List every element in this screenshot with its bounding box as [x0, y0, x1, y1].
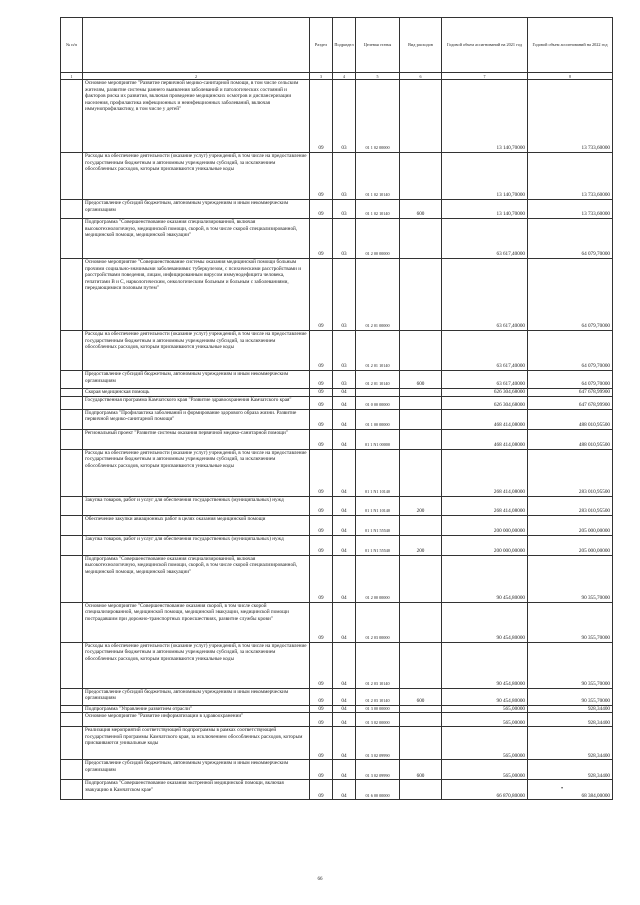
cell-y2021: 565,00000: [442, 705, 528, 713]
table-row: [61, 760, 613, 780]
cell-podrazdel: 03: [333, 331, 356, 371]
cell-razdel: 09: [310, 535, 333, 555]
cell-razdel: 09: [310, 396, 333, 409]
cell-csr: 01 2 00 00000: [356, 555, 400, 602]
cell-y2022: 68 384,00000: [528, 780, 613, 800]
cell-vr: 600: [400, 760, 442, 780]
cell-csr: 01 2 00 00000: [356, 219, 400, 259]
cell-csr: [356, 389, 400, 397]
cell-y2022: 928,34400: [528, 713, 613, 727]
row-number-cell: [61, 259, 83, 331]
cell-razdel: 09: [310, 496, 333, 515]
cell-razdel: 09: [310, 200, 333, 219]
cell-podrazdel: 04: [333, 555, 356, 602]
table-row: [61, 396, 613, 409]
table-row: [61, 200, 613, 219]
cell-podrazdel: 03: [333, 259, 356, 331]
cell-podrazdel: 04: [333, 602, 356, 642]
cell-name: Обеспечение закупки авиационных работ в целях оказания медицинской помощи: [83, 515, 310, 535]
column-number: 6: [400, 73, 442, 80]
cell-y2021: 565,00000: [442, 760, 528, 780]
cell-podrazdel: 04: [333, 515, 356, 535]
cell-name: Закупка товаров, работ и услуг для обеспечения государственных (муниципальных) нужд: [83, 535, 310, 555]
cell-y2021: 90 454,80000: [442, 688, 528, 705]
table-row: [61, 535, 613, 555]
column-number: 8: [528, 73, 613, 80]
cell-razdel: 09: [310, 449, 333, 496]
cell-y2021: 90 454,80000: [442, 602, 528, 642]
header-2022: Годовой объем ассигнований на 2022 год: [528, 18, 613, 73]
cell-y2021: 468 414,08000: [442, 409, 528, 429]
cell-csr: 01 2 01 10140: [356, 331, 400, 371]
cell-y2022: 64 079,70000: [528, 219, 613, 259]
row-number-cell: [61, 389, 83, 397]
cell-razdel: 09: [310, 429, 333, 449]
cell-podrazdel: 04: [333, 713, 356, 727]
header-2021: Годовой объем ассигнований на 2021 год: [442, 18, 528, 73]
cell-name: Подпрограмма "Совершенствование оказания специализированной, включая высокотехнологичную, медицинской помощи, скорой, в том числе скорой специализированной, медицинской помощи, медицинской эвакуации": [83, 555, 310, 602]
cell-y2021: 565,00000: [442, 713, 528, 727]
cell-razdel: 09: [310, 727, 333, 760]
table-row: [61, 389, 613, 397]
cell-name: Основное мероприятие "Совершенствование оказания скорой, в том числе скорой специализированной, медицинской помощи, медицинской эвакуации, медицинской помощи пострадавшим при дорожно-транспортных происшествиях, развитие службы крови": [83, 602, 310, 642]
cell-csr: 01 1 N1 10140: [356, 449, 400, 496]
table-row: [61, 259, 613, 331]
header-razdel: Раздел: [310, 18, 333, 73]
table-row: [61, 449, 613, 496]
row-number-cell: [61, 555, 83, 602]
cell-y2022: 13 733,60000: [528, 200, 613, 219]
cell-y2021: 13 140,70000: [442, 200, 528, 219]
cell-vr: [400, 642, 442, 688]
cell-y2021: 66 870,80000: [442, 780, 528, 800]
table-row: [61, 219, 613, 259]
cell-name: Подпрограмма "Совершенствование оказания специализированной, включая высокотехнологичную, медицинской помощи, скорой, в том числе скорой специализированной, медицинской помощи, медицинской эвакуации": [83, 219, 310, 259]
cell-csr: 01 1 N1 10140: [356, 496, 400, 515]
table-row: [61, 705, 613, 713]
cell-name: Государственная программа Камчатского края "Развитие здравоохранения Камчатского края": [83, 396, 310, 409]
cell-vr: [400, 727, 442, 760]
cell-podrazdel: 04: [333, 727, 356, 760]
cell-name: Скорая медицинская помощь: [83, 389, 310, 397]
cell-podrazdel: 04: [333, 688, 356, 705]
cell-razdel: 09: [310, 153, 333, 200]
cell-vr: [400, 449, 442, 496]
cell-name: Подпрограмма "Совершенствование оказания экстренной медицинской помощи, включая эвакуацию в Камчатском крае": [83, 780, 310, 800]
cell-vr: [400, 713, 442, 727]
cell-razdel: 09: [310, 515, 333, 535]
cell-vr: [400, 219, 442, 259]
cell-y2022: 64 079,70000: [528, 371, 613, 389]
cell-y2021: 565,00000: [442, 727, 528, 760]
row-number-cell: [61, 331, 83, 371]
cell-y2022: 64 079,70000: [528, 259, 613, 331]
cell-vr: [400, 80, 442, 153]
cell-razdel: 09: [310, 555, 333, 602]
cell-podrazdel: 04: [333, 429, 356, 449]
cell-vr: 600: [400, 688, 442, 705]
column-number: 5: [356, 73, 400, 80]
cell-y2022: 90 355,70000: [528, 688, 613, 705]
cell-vr: [400, 515, 442, 535]
cell-csr: 01 3 00 00000: [356, 705, 400, 713]
cell-csr: 01 3 02 09990: [356, 727, 400, 760]
cell-podrazdel: 04: [333, 396, 356, 409]
cell-y2022: 283 010,95500: [528, 449, 613, 496]
cell-podrazdel: 04: [333, 409, 356, 429]
cell-y2021: 13 140,70000: [442, 80, 528, 153]
cell-y2021: 268 414,08000: [442, 449, 528, 496]
row-number-cell: [61, 496, 83, 515]
budget-table: [60, 17, 613, 800]
cell-name: Расходы на обеспечение деятельности (оказание услуг) учреждений, в том числе на предоставление государственным бюджетным и автономным учреждениям субсидий, за исключением обособленных расходов, которым присваиваются уникальные коды: [83, 331, 310, 371]
table-row: [61, 555, 613, 602]
table-row: [61, 80, 613, 153]
cell-y2021: 90 454,80000: [442, 555, 528, 602]
cell-razdel: 09: [310, 760, 333, 780]
cell-vr: [400, 153, 442, 200]
row-number-cell: [61, 153, 83, 200]
cell-y2022: 13 733,60000: [528, 153, 613, 200]
cell-y2022: 205 000,00000: [528, 515, 613, 535]
row-number-cell: [61, 371, 83, 389]
cell-name: Расходы на обеспечение деятельности (оказание услуг) учреждений, в том числе на предоставление государственным бюджетным и автономным учреждениям субсидий, за исключением обособленных расходов, которым присваиваются уникальные коды: [83, 642, 310, 688]
row-number-cell: [61, 219, 83, 259]
cell-y2021: 200 000,00000: [442, 515, 528, 535]
cell-vr: 600: [400, 371, 442, 389]
cell-razdel: 09: [310, 688, 333, 705]
cell-csr: 01 2 03 10140: [356, 688, 400, 705]
row-number-cell: [61, 727, 83, 760]
row-number-cell: [61, 688, 83, 705]
row-number-cell: [61, 642, 83, 688]
cell-vr: [400, 389, 442, 397]
table-row: [61, 780, 613, 800]
cell-podrazdel: 03: [333, 153, 356, 200]
row-number-cell: [61, 535, 83, 555]
cell-y2022: 283 010,95500: [528, 496, 613, 515]
table-row: [61, 371, 613, 389]
cell-csr: 01 1 02 10140: [356, 200, 400, 219]
cell-podrazdel: 04: [333, 449, 356, 496]
cell-razdel: 09: [310, 705, 333, 713]
header-podrazdel: Подраздел: [333, 18, 356, 73]
cell-name: Предоставление субсидий бюджетным, автономным учреждениям и иным некоммерческим организациям: [83, 371, 310, 389]
header-no: № п/п: [61, 18, 83, 73]
cell-name: Предоставление субсидий бюджетным, автономным учреждениям и иным некоммерческим организациям: [83, 688, 310, 705]
cell-podrazdel: 03: [333, 371, 356, 389]
column-number: 4: [333, 73, 356, 80]
row-number-cell: [61, 515, 83, 535]
row-number-cell: [61, 449, 83, 496]
cell-y2022: 90 355,70000: [528, 555, 613, 602]
table-row: [61, 515, 613, 535]
cell-y2021: 63 617,40000: [442, 259, 528, 331]
cell-podrazdel: 04: [333, 705, 356, 713]
cell-name: Предоставление субсидий бюджетным, автономным учреждениям и иным некоммерческим организациям: [83, 760, 310, 780]
cell-name: Расходы на обеспечение деятельности (оказание услуг) учреждений, в том числе на предоставление государственным бюджетным и автономным учреждениям субсидий, за исключением обособленных расходов, которым присваиваются уникальные коды: [83, 449, 310, 496]
cell-csr: 01 2 03 10140: [356, 642, 400, 688]
cell-csr: 01 3 02 00000: [356, 713, 400, 727]
cell-podrazdel: 04: [333, 535, 356, 555]
cell-csr: 01 2 01 00000: [356, 259, 400, 331]
cell-y2021: 90 454,80000: [442, 642, 528, 688]
cell-name: Подпрограмма "Профилактика заболеваний и формирование здорового образа жизни. Развитие первичной медико-санитарной помощи": [83, 409, 310, 429]
header-name: [83, 18, 310, 73]
cell-razdel: 09: [310, 371, 333, 389]
cell-y2022: 928,34400: [528, 727, 613, 760]
cell-csr: 01 1 N1 00000: [356, 429, 400, 449]
row-number-cell: [61, 780, 83, 800]
row-number-cell: [61, 760, 83, 780]
table-row: [61, 153, 613, 200]
cell-vr: 200: [400, 496, 442, 515]
cell-razdel: 09: [310, 331, 333, 371]
table-row: [61, 496, 613, 515]
cell-vr: [400, 555, 442, 602]
cell-razdel: 09: [310, 219, 333, 259]
cell-razdel: 09: [310, 642, 333, 688]
cell-name: Основное мероприятие "Развитие информатизации в здравоохранении": [83, 713, 310, 727]
cell-csr: 01 0 00 00000: [356, 396, 400, 409]
row-number-cell: [61, 602, 83, 642]
stray-mark: •: [561, 786, 564, 792]
cell-name: Основное мероприятие "Развитие первичной медико-санитарной помощи, в том числе сельским жителям, развитие системы раннего выявления заболеваний и патологических состояний и факторов риска их развития, включая проведение медицинских осмотров и диспансеризации населения, профилактика инфекционных и неинфекционных заболеваний, включая иммунопрофилактику, в том числе у детей": [83, 80, 310, 153]
cell-razdel: 09: [310, 602, 333, 642]
row-number-cell: [61, 713, 83, 727]
table-row: [61, 713, 613, 727]
cell-y2021: 626 304,68000: [442, 389, 528, 397]
column-number: 3: [310, 73, 333, 80]
cell-csr: 01 2 03 00000: [356, 602, 400, 642]
cell-name: Подпрограмма "Управление развитием отрасли": [83, 705, 310, 713]
cell-csr: 01 1 00 00000: [356, 409, 400, 429]
cell-podrazdel: 03: [333, 219, 356, 259]
cell-razdel: 09: [310, 713, 333, 727]
table-row: [61, 727, 613, 760]
table-row: [61, 602, 613, 642]
cell-podrazdel: 03: [333, 200, 356, 219]
cell-podrazdel: 04: [333, 389, 356, 397]
column-number: 2: [83, 73, 310, 80]
cell-vr: [400, 780, 442, 800]
cell-vr: [400, 396, 442, 409]
cell-y2022: 928,34400: [528, 760, 613, 780]
cell-y2022: 90 355,70000: [528, 642, 613, 688]
cell-csr: 01 6 00 00000: [356, 780, 400, 800]
cell-y2021: 63 617,40000: [442, 219, 528, 259]
cell-y2021: 63 617,40000: [442, 371, 528, 389]
cell-csr: 01 1 N1 55540: [356, 515, 400, 535]
cell-y2022: 488 010,95500: [528, 409, 613, 429]
cell-csr: 01 2 01 10140: [356, 371, 400, 389]
table-row: [61, 688, 613, 705]
page-number: 66: [317, 877, 323, 882]
cell-vr: [400, 331, 442, 371]
row-number-cell: [61, 396, 83, 409]
row-number-cell: [61, 200, 83, 219]
cell-vr: [400, 602, 442, 642]
cell-name: Основное мероприятие "Совершенствование системы оказания медицинской помощи больным прочими социально-значимыми заболеваниями: туберкулезом, с психическими расстройствами и расстройствами поведения, лицам, инфицированным вирусом иммунодефицита человека, гепатитами В и С, наркологическим, онкологическим больным и больным с заболеваниями, передающимися половым путем": [83, 259, 310, 331]
cell-podrazdel: 03: [333, 80, 356, 153]
cell-vr: [400, 429, 442, 449]
cell-y2022: 90 355,70000: [528, 602, 613, 642]
cell-y2021: 200 000,00000: [442, 535, 528, 555]
cell-y2022: 64 079,70000: [528, 331, 613, 371]
cell-vr: [400, 259, 442, 331]
cell-razdel: 09: [310, 259, 333, 331]
cell-razdel: 09: [310, 80, 333, 153]
row-number-cell: [61, 80, 83, 153]
cell-vr: [400, 705, 442, 713]
cell-y2021: 13 140,70000: [442, 153, 528, 200]
cell-name: Региональный проект "Развитие системы оказания первичной медико-санитарной помощи": [83, 429, 310, 449]
cell-csr: 01 3 02 09990: [356, 760, 400, 780]
cell-vr: [400, 409, 442, 429]
cell-y2021: 468 414,08000: [442, 429, 528, 449]
cell-csr: 01 1 02 10140: [356, 153, 400, 200]
column-number: 1: [61, 73, 83, 80]
cell-podrazdel: 04: [333, 780, 356, 800]
column-number: 7: [442, 73, 528, 80]
header-vr: Вид расходов: [400, 18, 442, 73]
cell-y2021: 63 617,40000: [442, 331, 528, 371]
cell-name: Предоставление субсидий бюджетным, автономным учреждениям и иным некоммерческим организациям: [83, 200, 310, 219]
cell-y2022: 205 000,00000: [528, 535, 613, 555]
cell-csr: 01 1 N1 55540: [356, 535, 400, 555]
cell-name: Расходы на обеспечение деятельности (оказание услуг) учреждений, в том числе на предоставление государственным бюджетным и автономным учреждениям субсидий, за исключением обособленных расходов, которым присваиваются уникальные коды: [83, 153, 310, 200]
row-number-cell: [61, 409, 83, 429]
header-csr: Целевая статья: [356, 18, 400, 73]
table-row: [61, 409, 613, 429]
row-number-cell: [61, 705, 83, 713]
cell-vr: 600: [400, 200, 442, 219]
cell-y2022: 928,34400: [528, 705, 613, 713]
cell-csr: 01 1 02 00000: [356, 80, 400, 153]
cell-y2022: 647 678,99900: [528, 389, 613, 397]
row-number-cell: [61, 429, 83, 449]
cell-razdel: 09: [310, 389, 333, 397]
table-row: [61, 429, 613, 449]
table-body: [61, 80, 613, 800]
cell-podrazdel: 04: [333, 642, 356, 688]
column-number-row: [61, 73, 613, 80]
table-header-row: [61, 18, 613, 73]
cell-razdel: 09: [310, 780, 333, 800]
cell-y2021: 268 414,08000: [442, 496, 528, 515]
table-row: [61, 331, 613, 371]
cell-podrazdel: 04: [333, 496, 356, 515]
cell-name: Реализация мероприятий соответствующей подпрограммы в рамках соответствующей государственной программы Камчатского края, за исключением обособленных расходов, которым присваиваются уникальные коды: [83, 727, 310, 760]
table-row: [61, 642, 613, 688]
cell-y2022: 488 010,95500: [528, 429, 613, 449]
cell-razdel: 09: [310, 409, 333, 429]
cell-y2022: 647 678,99900: [528, 396, 613, 409]
cell-name: Закупка товаров, работ и услуг для обеспечения государственных (муниципальных) нужд: [83, 496, 310, 515]
cell-vr: 200: [400, 535, 442, 555]
cell-y2021: 626 304,68000: [442, 396, 528, 409]
cell-y2022: 13 733,60000: [528, 80, 613, 153]
cell-podrazdel: 04: [333, 760, 356, 780]
